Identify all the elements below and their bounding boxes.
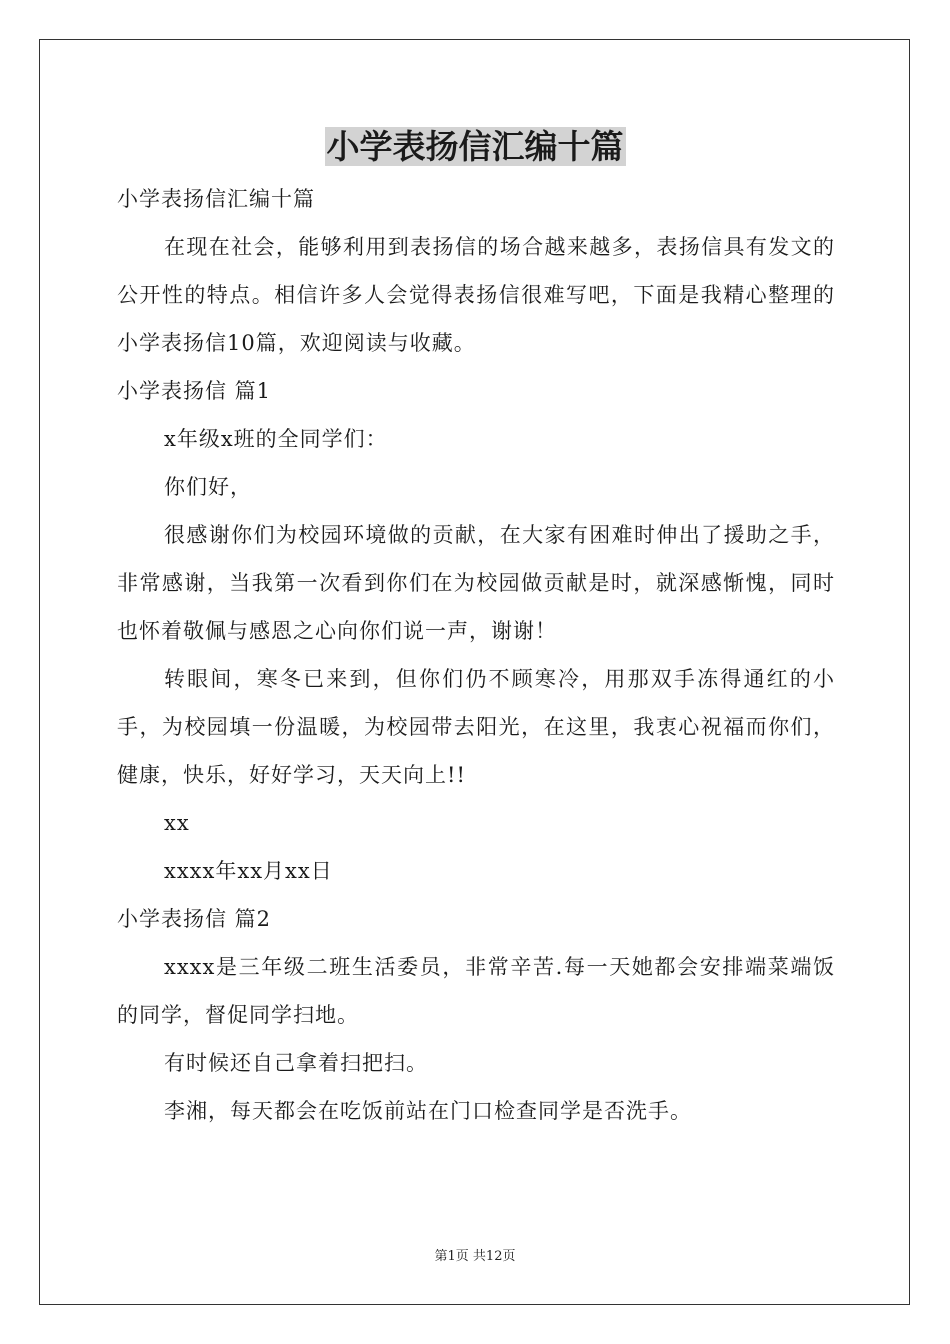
letter2-body-paragraph: 李湘，每天都会在吃饭前站在门口检查同学是否洗手。: [164, 1099, 692, 1123]
letter1-body-paragraph: 很感谢你们为校园环境做的贡献，在大家有困难时伸出了援助之手，非常感谢，当我第一次看到你们在为校园做贡献是时，就深感惭愧，同时也怀着敬佩与感恩之心向你们说一声，谢谢！: [117, 523, 835, 643]
document-subtitle: 小学表扬信汇编十篇: [117, 187, 315, 211]
letter1-date: xxxx年xx月xx日: [164, 859, 333, 883]
document-title-text: 小学表扬信汇编十篇: [326, 127, 624, 166]
letter2-body-paragraph: xxxx是三年级二班生活委员，非常辛苦.每一天她都会安排端菜端饭的同学，督促同学扫地。: [117, 955, 835, 1027]
letter1-salutation: 你们好，: [164, 475, 252, 499]
letter2-heading: 小学表扬信 篇2: [117, 907, 272, 931]
letter1-signature: xx: [164, 811, 190, 835]
document-body: [117, 175, 835, 1135]
letter1-body-paragraph: 转眼间，寒冬已来到，但你们仍不顾寒冷，用那双手冻得通红的小手，为校园填一份温暖，为校园带去阳光，在这里，我衷心祝福而你们，健康，快乐，好好学习，天天向上!!: [117, 667, 835, 787]
letter1-greeting: x年级x班的全同学们：: [164, 427, 388, 451]
intro-paragraph: 在现在社会，能够利用到表扬信的场合越来越多，表扬信具有发文的公开性的特点。相信许多人会觉得表扬信很难写吧，下面是我精心整理的小学表扬信10篇，欢迎阅读与收藏。: [117, 235, 835, 355]
letter1-heading: 小学表扬信 篇1: [117, 379, 272, 403]
page-number: 第1页 共12页: [434, 1249, 516, 1264]
document-title: [0, 124, 950, 170]
letter2-body-paragraph: 有时候还自己拿着扫把扫。: [164, 1051, 428, 1075]
